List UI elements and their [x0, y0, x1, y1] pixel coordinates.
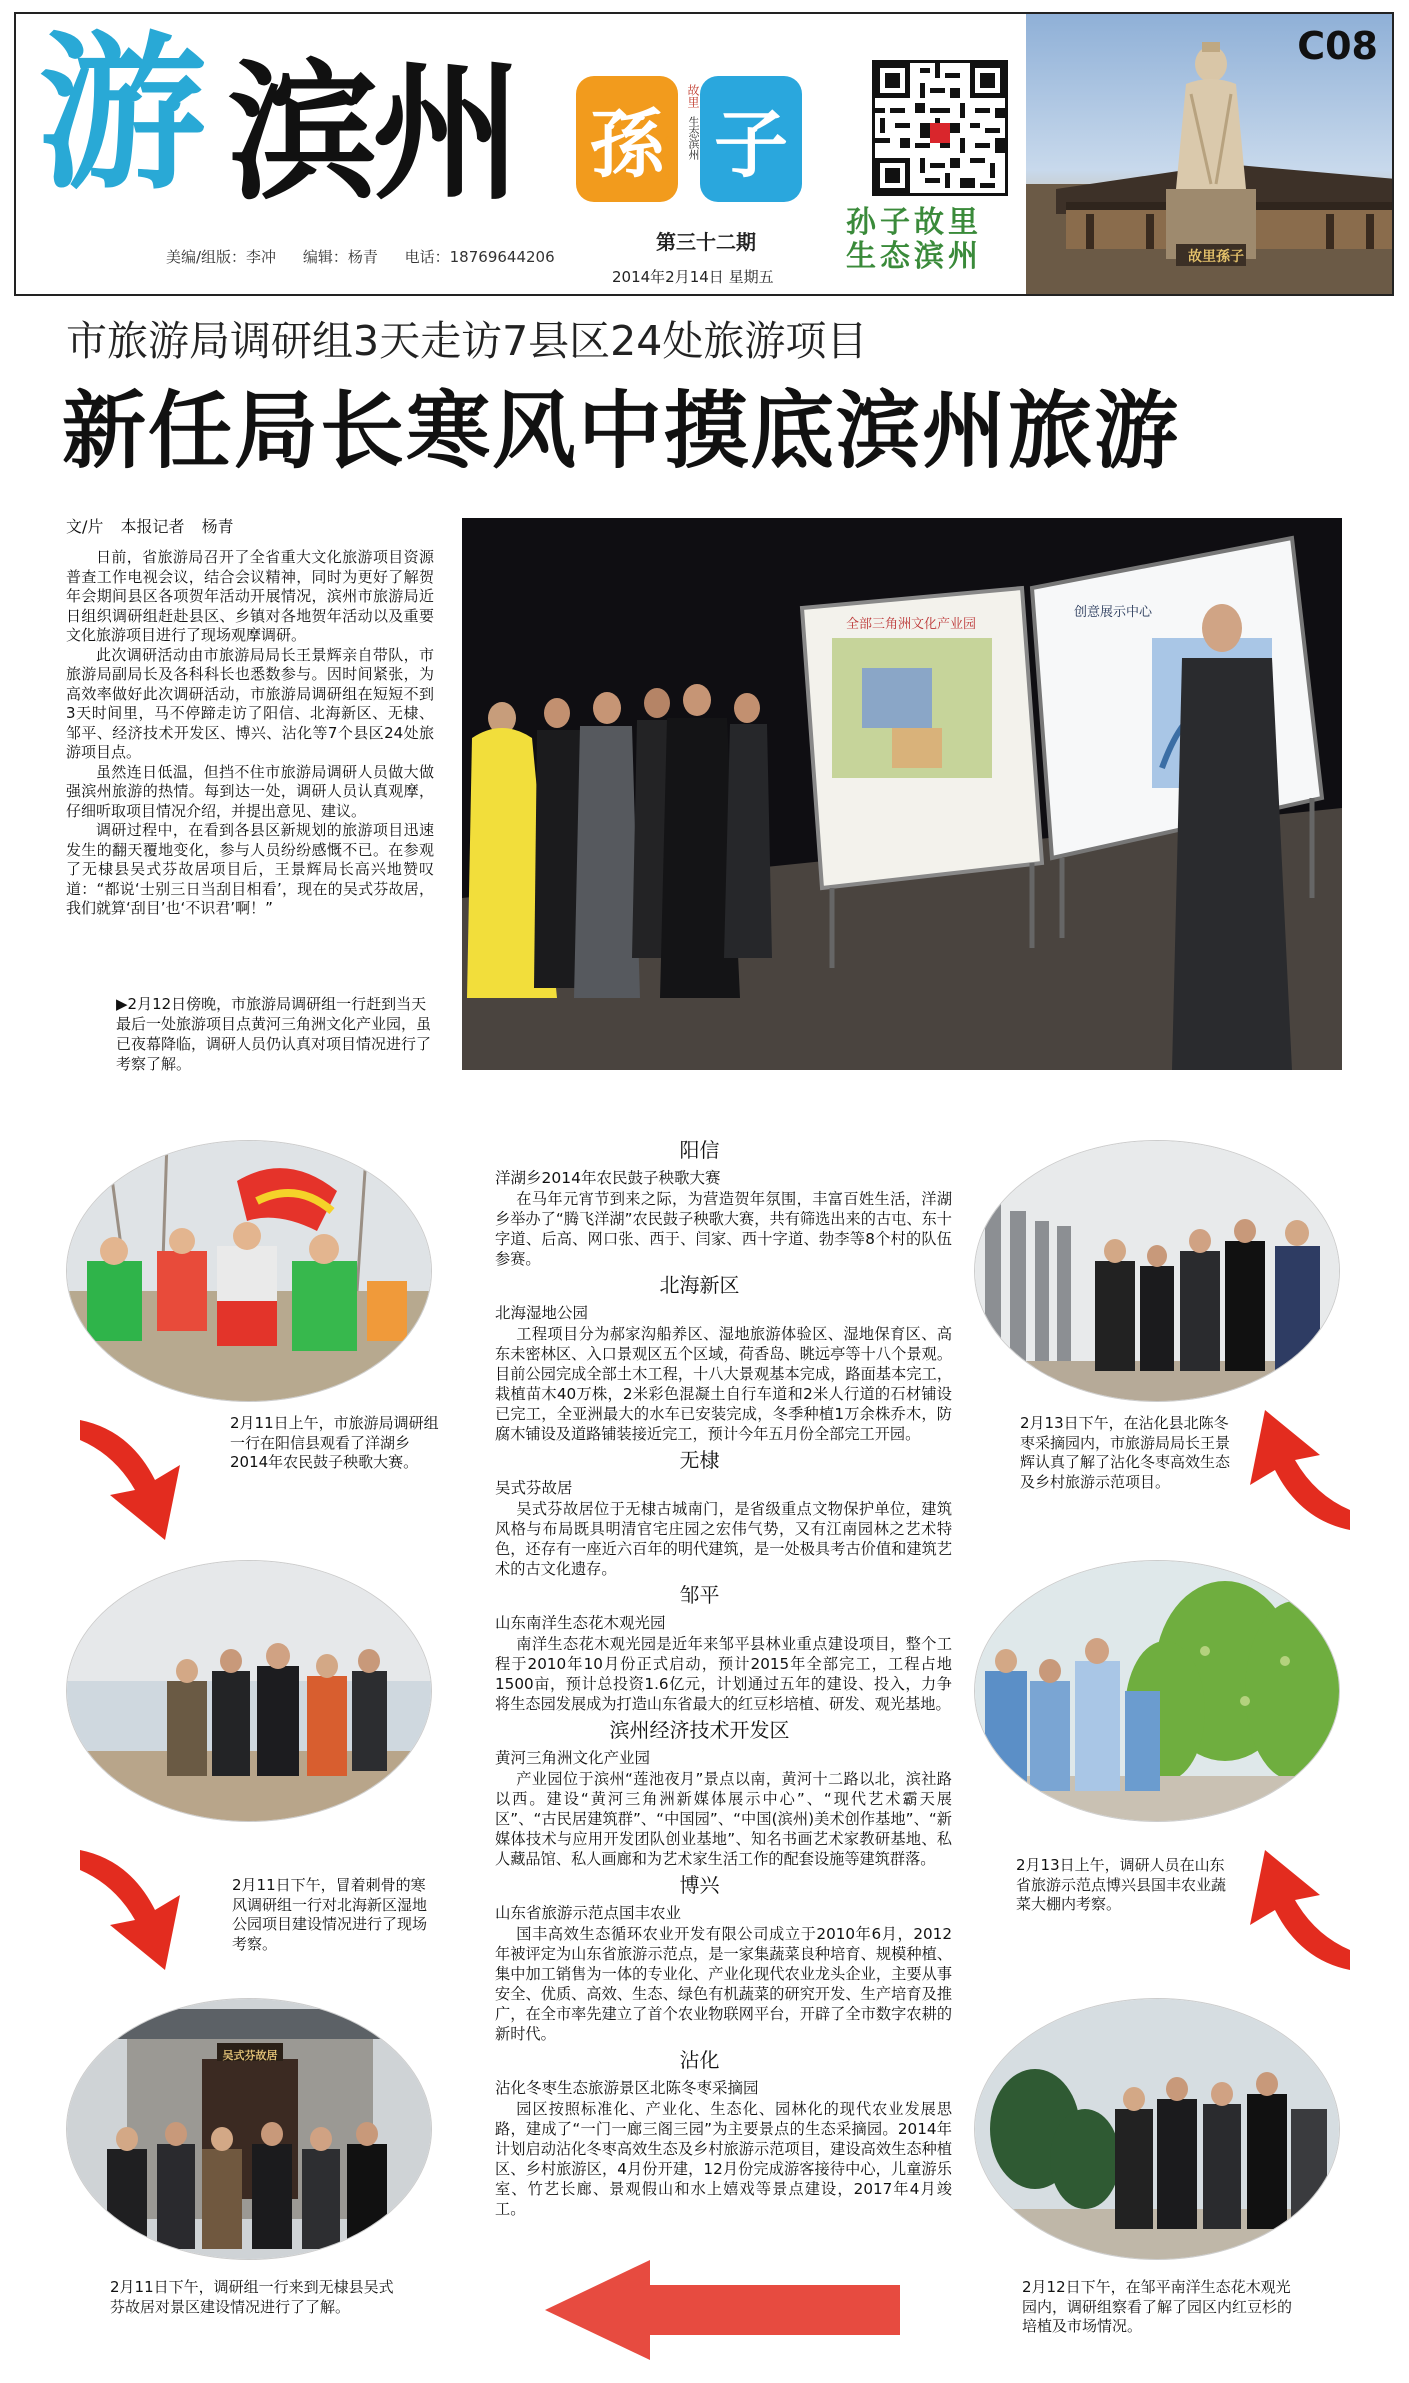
photo-caption: 2月13日下午，在沾化县北陈冬枣采摘园内，市旅游局局长王景辉认真了解了沾化冬枣高效生态及乡村旅游示范项目。: [1020, 1414, 1231, 1491]
slogan-line-1: 孙子故里: [846, 205, 982, 240]
article-paragraph: 虽然连日低温，但挡不住市旅游局调研人员做大做强滨州旅游的热情。每到达一处，调研人员认真观摩，仔细听取项目情况介绍，并提出意见、建议。: [66, 762, 434, 820]
photo-wetland-park: [66, 1560, 432, 1822]
flow-arrow-icon: [540, 2255, 900, 2365]
credit-designer: 美编/组版：李冲: [166, 248, 277, 266]
greenhouse-illustration: [975, 1561, 1340, 1822]
statue-plaque: 故里孫子: [1188, 249, 1244, 265]
article-paragraph: 此次调研活动由市旅游局局长王景辉亲自带队，市旅游局副局长及各科科长也悉数参与。因时间紧张，为高效率做好此次调研活动，市旅游局调研组在短短不到3天时间里，马不停蹄走访了阳信、北海新区、无棣、邹平、经济技术开发区、博兴、沾化等7个县区24处旅游项目点。: [66, 645, 434, 761]
brief-text: 产业园位于滨州“莲池夜月”景点以南，黄河十二路以北，滨社路以西。建设“黄河三角洲新媒体展示中心”、“现代艺术霸天展区”、“古民居建筑群”、“中国园”、“中国(滨州)美术创作基地”、“新媒体技术与应用开发团队创业基地”、知名书画艺术家教研基地、私人藏品馆、私人画廊和为艺术家生活工作的配套设施等建筑群落。: [495, 1770, 952, 1868]
brief-subtitle: 北海湿地公园: [495, 1304, 589, 1322]
byline: [66, 514, 246, 537]
logo-binzhou: 滨州: [228, 45, 517, 221]
brief-subtitle: 山东南洋生态花木观光园: [495, 1614, 666, 1632]
byline-role: 本报记者: [120, 517, 185, 536]
gate-sign: 吴式芬故居: [222, 2049, 278, 2062]
photo-greenhouse: [974, 1560, 1340, 1822]
main-photo-caption: ▶2月12日傍晚，市旅游局调研组一行赶到当天最后一处旅游项目点黄河三角洲文化产业园，虽已夜幕降临，调研人员仍认真对项目情况进行了考察了解。: [116, 995, 432, 1073]
region-heading: 博兴: [679, 1873, 720, 1897]
brief-subtitle: 沾化冬枣生态旅游景区北陈冬枣采摘园: [495, 2079, 759, 2097]
photo-caption: 2月13日上午，调研人员在山东省旅游示范点博兴县国丰农业蔬菜大棚内考察。: [1016, 1856, 1227, 1913]
main-photo-night-visit: [462, 518, 1342, 1070]
board-text-2: 创意展示中心: [1074, 605, 1153, 620]
qr-code-icon: [875, 63, 1005, 193]
brief-text: 在马年元宵节到来之际，为营造贺年氛围，丰富百姓生活，洋湖乡举办了“腾飞洋湖”农民鼓子秧歌大赛，共有筛选出来的古屯、东十字道、后高、网口张、西于、闫家、西十字道、勃李等8个村的队伍参赛。: [495, 1190, 952, 1268]
brief-boxing: [447, 1875, 952, 2044]
photo-yangko-dance: [66, 1140, 432, 1402]
photo-yew-nursery: [974, 1998, 1340, 2260]
article-paragraph: 调研过程中，在看到各县区新规划的旅游项目迅速发生的翻天覆地变化，参与人员纷纷感慨不已。在参观了无棣县吴式芬故居项目后，王景辉局长高兴地赞叹道：“都说‘士别三日当刮目相看’，现在的吴式芬故居，我们就算‘刮目’也‘不识君’啊！”: [66, 821, 434, 917]
brief-text: 南洋生态花木观光园是近年来邹平县林业重点建设项目，整个工程于2010年10月份正式启动，预计2015年全部完工，工程占地1500亩，预计总投资1.6亿元，计划通过五年的建设、投入，力争将生态园发展成为打造山东省最大的红豆杉培植、研发、观光基地。: [495, 1635, 952, 1713]
byline-type: 文/片: [66, 517, 104, 536]
photo-jujube-orchard: [974, 1140, 1340, 1402]
photo-caption: 2月11日下午，调研组一行来到无棣县吴式芬故居对景区建设情况进行了了解。: [110, 2278, 394, 2316]
brief-text: 园区按照标准化、产业化、生态化、园林化的现代农业发展思路，建成了“一门一廊三阁三园”为主要景点的生态采摘园。2014年计划启动沾化冬枣高效生态及乡村旅游示范项目，建设高效生态种植区、乡村旅游区，4月份开建，12月份完成游客接待中心，儿童游乐室、竹艺长廊、景观假山和水上嬉戏等景点建设，2017年4月竣工。: [495, 2100, 952, 2218]
region-heading: 沾化: [679, 2048, 720, 2072]
county-briefs: [447, 1136, 952, 2225]
sunzi-hometown-logo: [576, 76, 802, 206]
region-heading: 无棣: [679, 1448, 720, 1472]
nursery-illustration: [975, 1999, 1340, 2260]
logo-char-sun: 孫: [576, 76, 678, 202]
issue-date: 2014年2月14日 星期五: [612, 268, 774, 286]
headline-title: 新任局长寒风中摸底滨州旅游: [62, 382, 1181, 480]
brief-wudi: [447, 1450, 952, 1579]
brief-beihai: [447, 1275, 952, 1444]
photo-wushifen-residence: [66, 1998, 432, 2260]
yangko-illustration: [67, 1141, 432, 1402]
logo-char-zi: 子: [700, 76, 802, 202]
qr-code: [872, 60, 1008, 196]
region-heading: 邹平: [679, 1583, 720, 1607]
page-code: C08: [1297, 24, 1378, 68]
logo-you: 游: [38, 16, 206, 212]
logo-small-original: Original: [662, 136, 676, 183]
brief-yangxin: [447, 1140, 952, 1269]
night-visit-illustration: [462, 518, 1342, 1070]
flow-arrow-icon: [1210, 1400, 1360, 1540]
credit-phone: 电话：18769644206: [404, 248, 555, 266]
brief-zouping: [447, 1585, 952, 1714]
credits: [166, 246, 577, 267]
region-heading: 北海新区: [659, 1273, 740, 1297]
credit-editor: 编辑：杨青: [302, 248, 378, 266]
brief-subtitle: 洋湖乡2014年农民鼓子秧歌大赛: [495, 1169, 721, 1187]
wetland-illustration: [67, 1561, 432, 1822]
slogan: [846, 206, 982, 273]
issue-number: 第三十二期: [656, 230, 756, 254]
brief-devzone: [447, 1720, 952, 1869]
brief-text: 工程项目分为郝家沟船养区、湿地旅游体验区、湿地保育区、高东未密林区、入口景观区五个区域，荷香岛、眺远亭等十八个景观。目前公园完成全部土木工程，十八大景观基本完成，路面基本完工，栽植苗木40万株，2米彩色混凝土自行车道和2米人行道的石材铺设已完工，全亚洲最大的水车已安装完成，冬季种植1万余株乔木，防腐木铺设及道路铺装接近完工，预计今年五月份全部完工开园。: [495, 1325, 952, 1443]
orchard-illustration: [975, 1141, 1340, 1402]
region-heading: 阳信: [679, 1138, 720, 1162]
article-paragraph: 日前，省旅游局召开了全省重大文化旅游项目资源普查工作电视会议，结合会议精神，同时为更好了解贺年会期间县区各项贺年活动开展情况，滨州市旅游局近日组织调研组赶赴县区、乡镇对各地贺年活动以及重要文化旅游项目进行了现场观摩调研。: [66, 548, 434, 644]
brief-text: 吴式芬故居位于无棣古城南门，是省级重点文物保护单位，建筑风格与布局既具明清官宅庄园之宏伟气势，又有江南园林之艺术特色，还存有一座近六百年的明代建筑，是一处极具考古价值和建筑艺术的古文化遗存。: [495, 1500, 952, 1578]
headline-kicker: 市旅游局调研组3天走访7县区24处旅游项目: [66, 317, 868, 365]
slogan-line-2: 生态滨州: [846, 238, 982, 274]
masthead: [14, 12, 1394, 296]
board-text-1: 全部三角洲文化产业园: [846, 617, 977, 632]
brief-zhanhua: [447, 2050, 952, 2219]
flow-arrow-icon: [1210, 1840, 1360, 1980]
logo-small-guli: 故里: [686, 84, 700, 108]
article-body: [66, 548, 434, 919]
region-heading: 滨州经济技术开发区: [609, 1718, 790, 1742]
logo-small-eco: 生态滨州: [687, 116, 700, 160]
byline-author: 杨青: [201, 517, 234, 536]
photo-caption: 2月12日下午，在邹平南洋生态花木观光园内，调研组察看了解了园区内红豆杉的培植及市场情况。: [1022, 2278, 1293, 2335]
brief-subtitle: 黄河三角洲文化产业园: [495, 1749, 651, 1767]
brief-subtitle: 吴式芬故居: [495, 1479, 573, 1497]
residence-illustration: [67, 1999, 432, 2260]
brief-text: 国丰高效生态循环农业开发有限公司成立于2010年6月，2012年被评定为山东省旅游示范点，是一家集蔬菜良种培育、规模种植、集中加工销售为一体的专业化、产业化现代农业龙头企业，主要从事安全、优质、高效、生态、绿色有机蔬菜的研究开发、生产培育及推广，在全市率先建立了首个农业物联网平台，开辟了全市数字农耕的新时代。: [495, 1925, 952, 2043]
photo-caption: 2月11日上午，市旅游局调研组一行在阳信县观看了洋湖乡2014年农民鼓子秧歌大赛。: [230, 1414, 439, 1471]
flow-arrow-icon: [70, 1410, 220, 1550]
brief-subtitle: 山东省旅游示范点国丰农业: [495, 1904, 682, 1922]
photo-caption: 2月11日下午，冒着刺骨的寒风调研组一行对北海新区湿地公园项目建设情况进行了现场考察。: [232, 1876, 428, 1953]
flow-arrow-icon: [70, 1840, 220, 1980]
